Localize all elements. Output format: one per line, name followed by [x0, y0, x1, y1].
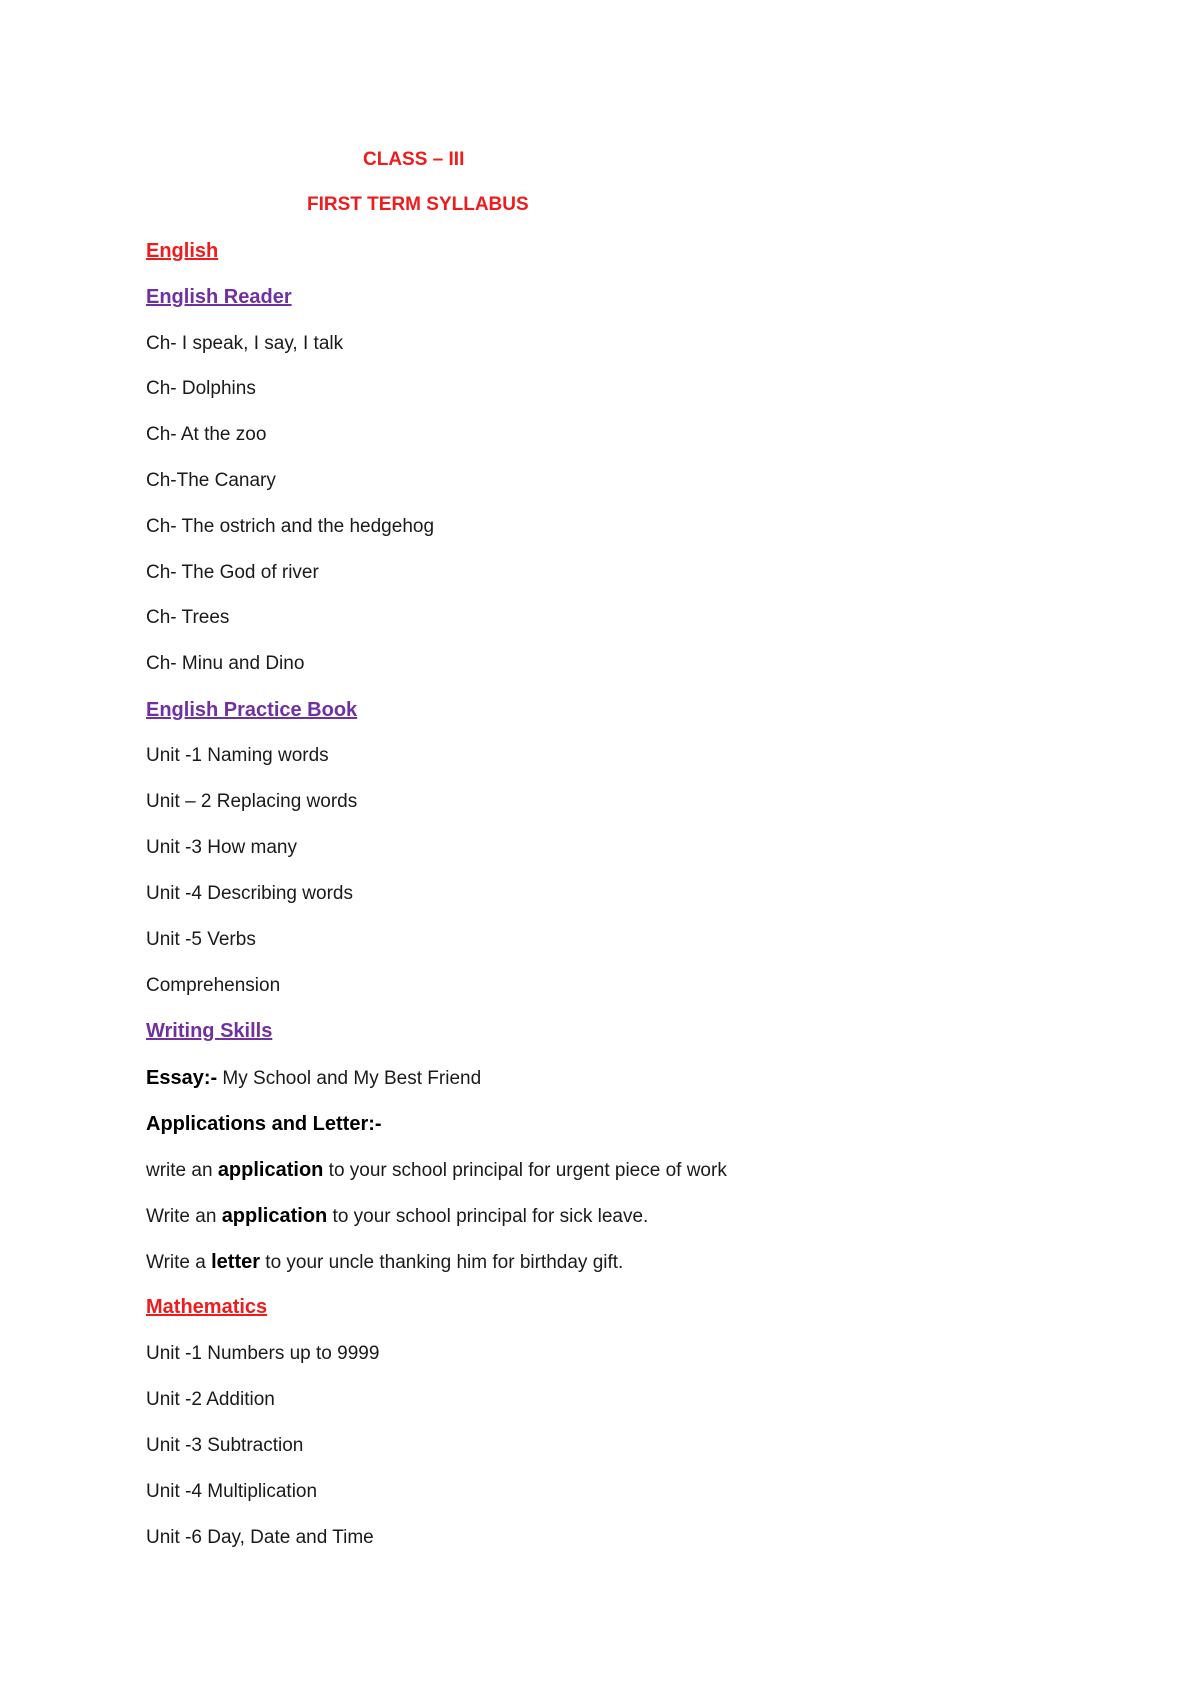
writing-item: [146, 1250, 623, 1275]
list-item: Ch-The Canary: [146, 470, 276, 491]
writing-item-text: to your school principal for urgent piece of work: [323, 1160, 727, 1181]
essay-label: Essay:-: [146, 1067, 218, 1089]
list-item: Ch- Trees: [146, 607, 230, 628]
writing-item-text: write an: [146, 1160, 218, 1181]
list-item: Unit -3 How many: [146, 837, 297, 858]
list-item: Unit -6 Day, Date and Time: [146, 1527, 374, 1548]
subject-heading-english: English: [146, 240, 219, 262]
list-item: Unit -5 Verbs: [146, 929, 256, 950]
writing-item-keyword: letter: [211, 1251, 261, 1273]
class-title: CLASS – III: [363, 149, 465, 170]
list-item: Ch- Dolphins: [146, 378, 256, 399]
list-item: Ch- Minu and Dino: [146, 653, 305, 674]
list-item: Unit -4 Describing words: [146, 883, 353, 904]
list-item: Comprehension: [146, 975, 281, 996]
essay-text: My School and My Best Friend: [217, 1068, 482, 1089]
writing-item-text: Write an: [146, 1206, 222, 1227]
list-item: Unit -4 Multiplication: [146, 1481, 318, 1502]
list-item: Unit -1 Numbers up to 9999: [146, 1343, 380, 1364]
english-practice-book-heading: English Practice Book: [146, 699, 358, 721]
writing-item: [146, 1204, 648, 1229]
writing-item-text: Write a: [146, 1252, 212, 1273]
list-item: Ch- I speak, I say, I talk: [146, 333, 344, 354]
list-item: Ch- At the zoo: [146, 424, 267, 445]
list-item: Unit -1 Naming words: [146, 745, 329, 766]
term-title: FIRST TERM SYLLABUS: [307, 194, 529, 215]
list-item: Unit -3 Subtraction: [146, 1435, 304, 1456]
english-reader-heading: English Reader: [146, 286, 292, 308]
writing-item-text: to your uncle thanking him for birthday gift.: [260, 1252, 624, 1273]
list-item: Unit – 2 Replacing words: [146, 791, 358, 812]
writing-skills-heading: Writing Skills: [146, 1020, 273, 1042]
writing-item-text: to your school principal for sick leave.: [327, 1206, 649, 1227]
list-item: Unit -2 Addition: [146, 1389, 275, 1410]
list-item: Ch- The ostrich and the hedgehog: [146, 516, 435, 537]
writing-item: [146, 1158, 727, 1183]
applications-heading: Applications and Letter:-: [146, 1113, 382, 1135]
subject-heading-mathematics: Mathematics: [146, 1296, 268, 1318]
writing-item-keyword: application: [217, 1159, 324, 1181]
essay-line: [146, 1066, 481, 1091]
writing-item-keyword: application: [221, 1205, 328, 1227]
list-item: Ch- The God of river: [146, 562, 319, 583]
